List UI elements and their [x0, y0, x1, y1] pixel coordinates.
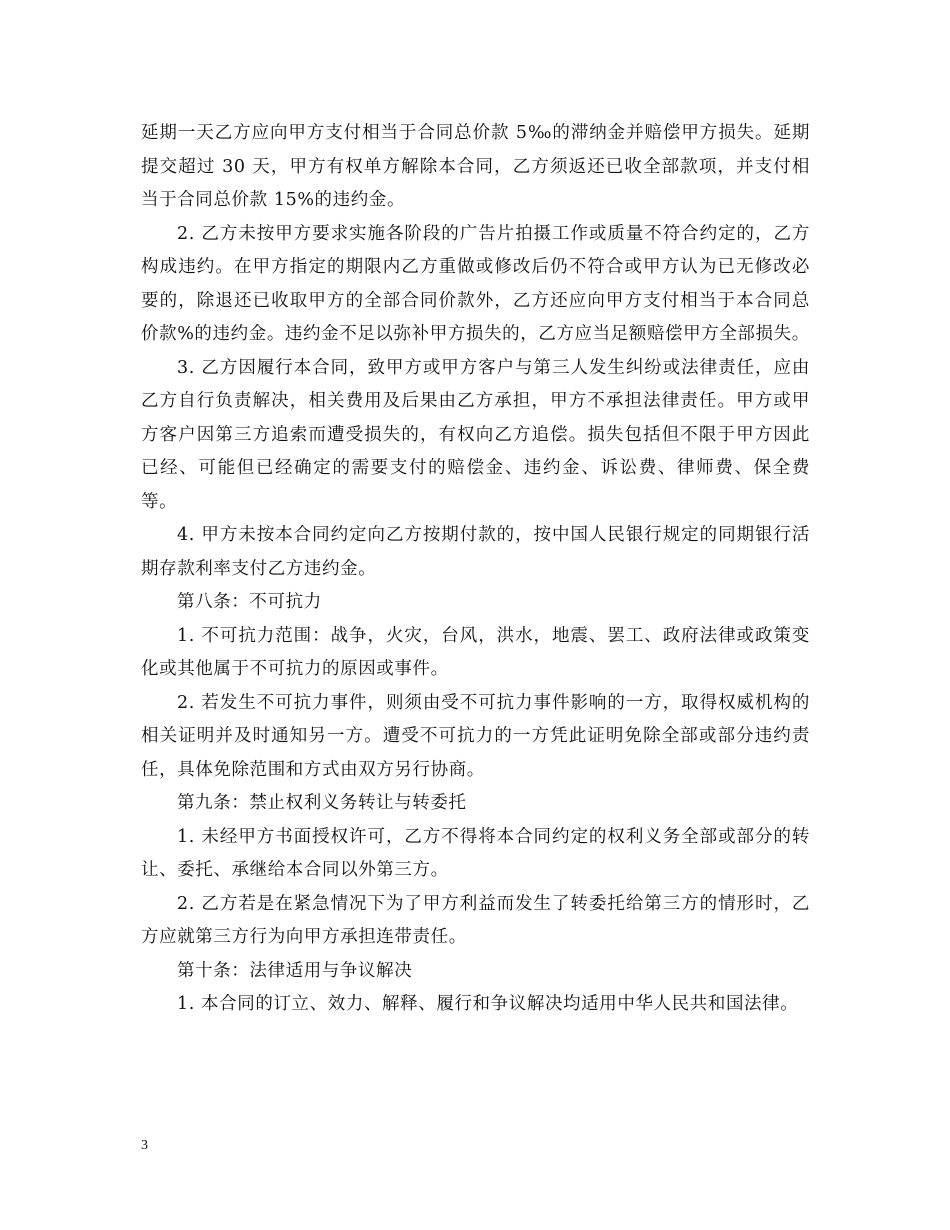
paragraph-emergency-subdelegation: 2. 乙方若是在紧急情况下为了甲方利益而发生了转委托给第三方的情形时，乙方应就第三方行为向甲方承担连带责任。 [141, 893, 810, 947]
document-body [141, 117, 810, 1022]
paragraph-governing-law: 1. 本合同的订立、效力、解释、履行和争议解决均适用中华人民共和国法律。 [177, 994, 799, 1014]
paragraph-assignment-authorization: 1. 未经甲方书面授权许可，乙方不得将本合同约定的权利义务全部或部分的转让、委托、承继给本合同以外第三方。 [141, 826, 810, 880]
paragraph-clause-4-late-payment: 4. 甲方未按本合同约定向乙方按期付款的，按中国人民银行规定的同期银行活期存款利率支付乙方违约金。 [141, 525, 810, 579]
paragraph-force-majeure-scope: 1. 不可抗力范围：战争，火灾，台风，洪水，地震、罢工、政府法律或政策变化或其他属于不可抗力的原因或事件。 [141, 625, 810, 679]
section-heading-no-assignment: 第九条：禁止权利义务转让与转委托 [177, 793, 467, 813]
paragraph-force-majeure-notice: 2. 若发生不可抗力事件，则须由受不可抗力事件影响的一方，取得权威机构的相关证明并及时通知另一方。遭受不可抗力的一方凭此证明免除全部或部分违约责任，具体免除范围和方式由双方另行协商。 [141, 692, 810, 780]
paragraph-clause-2-filming-breach: 2. 乙方未按甲方要求实施各阶段的广告片拍摄工作或质量不符合约定的，乙方构成违约。在甲方指定的期限内乙方重做或修改后仍不符合或甲方认为已无修改必要的，除退还已收取甲方的全部合同价款外，乙方还应向甲方支付相当于本合同总价款%的违约金。违约金不足以弥补甲方损失的，乙方应当足额赔偿甲方全部损失。 [141, 223, 810, 344]
paragraph-clause-3-third-party-liability: 3. 乙方因履行本合同，致甲方或甲方客户与第三人发生纠纷或法律责任，应由乙方自行负责解决，相关费用及后果由乙方承担，甲方不承担法律责任。甲方或甲方客户因第三方追索而遭受损失的，有权向乙方追偿。损失包括但不限于甲方因此已经、可能但已经确定的需要支付的赔偿金、违约金、诉讼费、律师费、保全费等。 [141, 357, 810, 512]
section-heading-force-majeure: 第八条：不可抗力 [177, 592, 322, 612]
page-number: 3 [141, 1138, 148, 1153]
paragraph-late-penalty-continued: 延期一天乙方应向甲方支付相当于合同总价款 5‰的滞纳金并赔偿甲方损失。延期提交超过 30 天，甲方有权单方解除本合同，乙方须返还已收全部款项，并支付相当于合同总价款 15%的违约金。 [141, 123, 810, 210]
section-heading-governing-law: 第十条：法律适用与争议解决 [177, 960, 413, 981]
